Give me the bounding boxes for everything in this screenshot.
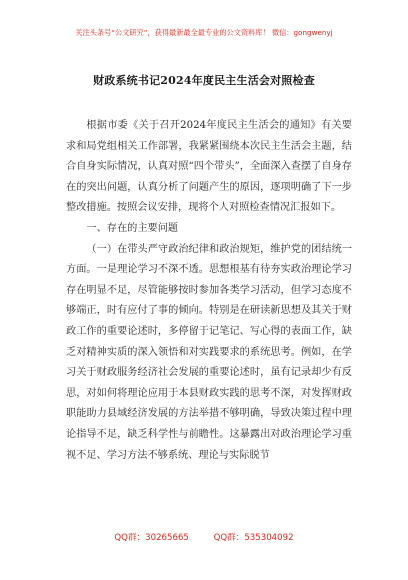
section-paragraph: （一）在带头严守政治纪律和政治规矩，维护党的团结统一方面。一是理论学习不深不透。思想根基有待夯实政治理论学习存在明显不足，尽管能够按时参加各类学习活动，但学习态度不够端正，时有应付了事的倾向。特别是在研读新思想及其关于财政工作的重要论述时，多停留于记笔记、写心得的表面工作，缺乏对精神实质的深入领悟和对实践要求的系统思考。例如，在学习关于财政服务经济社会发展的重要论述时，虽有记录却少有反思，对如何将理论应用于本县财政实践的思考不深，对发挥财政职能助力县域经济发展的方法举措不够明确，导致决策过程中理论指导不足，缺乏科学性与前瞻性。这暴露出对政治理论学习重视不足、学习方法不够系统、理论与实际脱节 <box>66 243 352 461</box>
footer-contact <box>0 531 408 543</box>
qq-group-1: QQ群：30265665 <box>114 533 189 543</box>
document-body <box>66 116 352 466</box>
section-heading: 一、存在的主要问题 <box>86 222 179 234</box>
header-banner: 关注头条号“公文研究”，获得最新最全最专业的公文资料库！ 微信：gongwenyj <box>75 28 333 37</box>
qq-group-2: QQ群：535304092 <box>213 533 294 543</box>
document-title: 财政系统书记2024年度民主生活会对照检查 <box>93 74 315 87</box>
intro-paragraph: 根据市委《关于召开2024年度民主生活会的通知》有关要求和局党组相关工作部署，我紧紧围绕本次民主生活会主题，结合自身实际情况，认真对照“四个带头”，全面深入查摆了自身存在的突出问题，认真分析了问题产生的原因，逐项明确了下一步整改措施。按照会议安排，现将个人对照检查情况汇报如下。 <box>66 120 352 214</box>
